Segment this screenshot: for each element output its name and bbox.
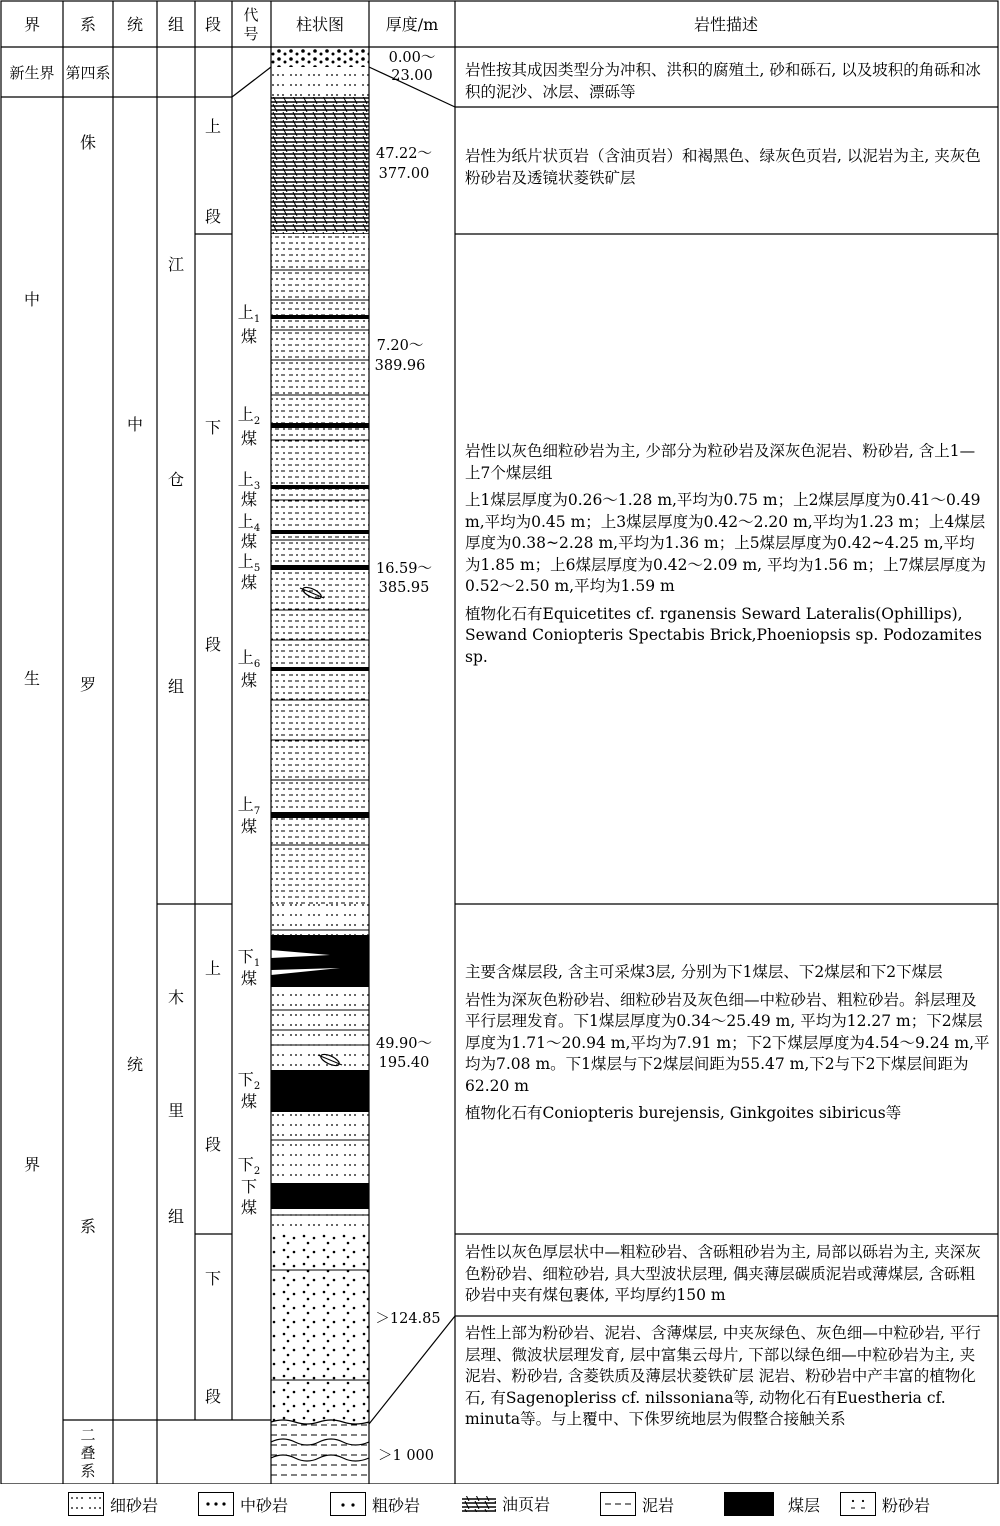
thickness-ml-lower: ＞124.85 [375,1311,441,1327]
system-permian-2: 叠 [80,1444,96,1462]
series-middle-1: 中 [126,415,144,434]
coarse-sand-swatch [330,1492,366,1516]
svg-text:煤: 煤 [240,969,258,988]
coal-seam-x2x [271,1183,369,1209]
thickness-jc-lower-2-a: 16.59～ [375,561,433,577]
header-daihao-1: 代 [243,6,259,24]
coal-seam-s5 [271,565,369,570]
coal-seam-s1 [271,315,369,319]
svg-text:煤: 煤 [240,573,258,592]
header-tong: 统 [126,15,144,34]
coal-label-s5 [238,552,260,592]
desc-muli-upper: 主要含煤层段, 含主可采煤3层, 分别为下1煤层、下2煤层和下2下煤层 岩性为深灰色粉砂岩、细粒砂岩及灰色细—中粒砂岩、粗粒砂岩。斜层理及平行层理发育。下1煤层厚度为0.34～25.49 m, 平均为12.27 m；下2煤层厚度为1.71～20.94 m,平均为7.91 m；下2下煤层厚度为4.54～9.24 m,平均为7.08 m。下1煤层与下2煤层间距为55.47 m,下2与下2下煤层间距为62.20 m 植物化石有Coniopteris burejensis, Ginkgoites sibiricus等 [465,963,990,1122]
header-duan: 段 [204,15,222,34]
svg-text:上6: 上$_6$ [237,648,261,670]
coal-swatch [724,1492,774,1516]
header-jie: 界 [23,15,41,34]
coal-label-s4 [238,512,260,551]
legend-coal: 煤层 [724,1492,820,1516]
coal-label-s1 [238,303,260,346]
thickness-ml-upper-b: 195.40 [378,1055,430,1071]
coal-label-s7 [238,795,260,836]
formation-jiangcang-1: 江 [167,255,185,274]
coal-seam-s3 [271,485,369,489]
thickness-jc-lower-1-b: 389.96 [374,358,426,374]
member-ml-lower-1: 下 [204,1269,222,1288]
system-jurassic-1: 侏 [79,133,97,152]
coal-label-x1 [238,947,260,988]
header-zu: 组 [167,15,185,34]
legend [0,1484,1000,1526]
svg-text:煤: 煤 [240,817,258,836]
member-ml-upper-1: 上 [204,959,222,978]
era-mesozoic-1: 中 [23,290,41,309]
coarse-sand-layer [271,1234,369,1424]
thickness-jc-lower-2-b: 385.95 [378,580,430,596]
formation-muli-1: 木 [167,988,185,1007]
desc-jiangcang-lower: 岩性以灰色细粒砂岩为主, 少部分为粒砂岩及深灰色泥岩、粉砂岩, 含上1—上7个煤层组 上1煤层厚度为0.26～1.28 m,平均为0.75 m；上2煤层厚度为0.41～0.49 m,平均为0.45 m；上3煤层厚度为0.42～2.20 m,平均为1.23 m；上4煤层厚度为0.38~2.28 m,平均为1.36 m；上5煤层厚度为0.42~4.25 m,平均为1.85 m；上6煤层厚度为0.42～2.09 m, 平均为1.56 m；上7煤层厚度为0.52～2.50 m,平均为1.59 m 植物化石有Equicetites cf. rganensis Seward Lateralis(Ophillips), Sewand Coniopteris Spectabis Brick,Phoeniopsis sp. Podozamites sp. [465,442,986,666]
era-cenozoic: 新生界 [9,64,55,82]
svg-text:煤: 煤 [240,1092,258,1111]
svg-text:煤: 煤 [240,532,258,551]
coal-label-s3 [238,470,260,509]
coal-seam-s4 [271,530,369,534]
fine-sand-layer [271,67,369,97]
siltstone-swatch [840,1492,876,1516]
svg-text:上2: 上$_2$ [237,405,261,427]
oil-shale-layer [271,97,369,234]
desc-quaternary: 岩性按其成因类型分为冲积、洪积的腐殖土, 砂和砾石, 以及坡积的角砾和冰积的泥沙、冰层、漂砾等 [465,61,981,101]
svg-text:上3: 上$_3$ [237,470,261,492]
svg-text:下1: 下$_1$ [237,947,261,969]
coal-seam-x2 [271,1070,369,1112]
thickness-quaternary-a: 0.00～ [388,50,436,66]
formation-muli-2: 里 [167,1101,185,1120]
thickness-quaternary-b: 23.00 [391,68,433,84]
era-mesozoic-3: 界 [23,1155,41,1174]
system-jurassic-2: 罗 [79,675,97,694]
legend-siltstone: 粉砂岩 [840,1492,930,1516]
legend-coarse-sand: 粗砂岩 [330,1492,420,1516]
formation-jiangcang-3: 组 [167,677,185,696]
system-quaternary: 第四系 [65,64,111,82]
desc-jiangcang-upper: 岩性为纸片状页岩（含油页岩）和褐黑色、绿灰色页岩, 以泥岩为主, 夹灰色粉砂岩及透镜状菱铁矿层 [465,147,981,187]
legend-oil-shale: 油页岩 [462,1492,550,1515]
fine-sand-swatch [68,1492,104,1516]
gravel-layer [271,47,369,67]
system-permian-3: 系 [80,1462,96,1480]
desc-permian: 岩性上部为粉砂岩、泥岩、含薄煤层, 中夹灰绿色、灰色细—中粒砂岩, 平行层理、微波状层理发育, 层中富集云母片, 下部以绿色细—中粒砂岩为主, 夹泥岩、粉砂岩, 含菱铁质及薄层状菱铁矿层 泥岩、粉砂岩中产丰富的植物化石, 有Sagenopleriss cf. nilssoniana等, 动物化石有Euestheria cf. minuta等。与上覆中、下侏罗统地层为假整合接触关系 [465,1324,981,1428]
thickness-ml-upper-a: 49.90～ [375,1036,433,1052]
formation-muli-3: 组 [167,1207,185,1226]
thickness-jc-upper-b: 377.00 [378,166,430,182]
thickness-jc-lower-1-a: 7.20～ [376,338,424,354]
coal-seam-s7 [271,812,369,818]
system-jurassic-3: 系 [79,1217,97,1236]
svg-text:上1: 上$_1$ [237,303,261,325]
svg-text:下2: 下$_2$ [237,1155,261,1177]
thickness-permian: ＞1 000 [377,1448,435,1464]
mudstone-layer [271,1424,369,1484]
header-zhuzhuangtu: 柱状图 [295,15,345,34]
svg-text:上4: 上$_4$ [237,512,261,534]
oil-shale-swatch [462,1493,496,1515]
member-jc-upper-2: 段 [204,207,222,226]
member-jc-upper-1: 上 [204,117,222,136]
svg-text:煤: 煤 [240,327,258,346]
system-permian-1: 二 [80,1426,96,1444]
header-xi: 系 [79,15,97,34]
svg-text:煤: 煤 [240,671,258,690]
coal-seam-s6 [271,667,369,671]
header-houdu: 厚度/m [385,15,439,34]
svg-text:下2: 下$_2$ [237,1070,261,1092]
header-daihao-2: 号 [243,25,259,43]
header-row [24,15,758,34]
header-yanxing: 岩性描述 [693,15,759,34]
svg-text:下: 下 [240,1177,258,1196]
coal-label-s6 [238,648,260,690]
thickness-jc-upper-a: 47.22～ [375,146,433,162]
member-ml-upper-2: 段 [204,1135,222,1154]
series-middle-2: 统 [126,1055,144,1074]
legend-mudstone: 泥岩 [600,1492,674,1516]
era-mesozoic-2: 生 [23,669,41,688]
svg-text:煤: 煤 [240,490,258,509]
svg-text:煤: 煤 [240,429,258,448]
desc-muli-lower: 岩性以灰色厚层状中—粗粒砂岩、含砾粗砂岩为主, 局部以砾岩为主, 夹深灰色粉砂岩、细粒砂岩, 具大型波状层理, 偶夹薄层碳质泥岩或薄煤层, 含砾粗砂岩中夹有煤包裹体, 平均厚约150 m [465,1243,981,1304]
mudstone-swatch [600,1492,636,1516]
svg-text:煤: 煤 [240,1198,258,1217]
member-ml-lower-2: 段 [204,1387,222,1406]
coal-seam-s2 [271,423,369,428]
legend-medium-sand: 中砂岩 [198,1492,288,1516]
formation-jiangcang-2: 仓 [167,470,185,489]
coal-seam-labels [238,303,260,1217]
coal-seam-x1 [271,935,369,987]
legend-fine-sand: 细砂岩 [68,1492,158,1516]
lithology-column [271,47,369,1484]
member-jc-lower-1: 下 [204,418,222,437]
coal-label-x2x [238,1155,260,1217]
medium-sand-swatch [198,1492,234,1516]
svg-text:上7: 上$_7$ [237,795,261,817]
svg-text:上5: 上$_5$ [237,552,261,574]
member-jc-lower-2: 段 [204,635,222,654]
coal-label-x2 [238,1070,260,1111]
coal-label-s2 [238,405,260,448]
